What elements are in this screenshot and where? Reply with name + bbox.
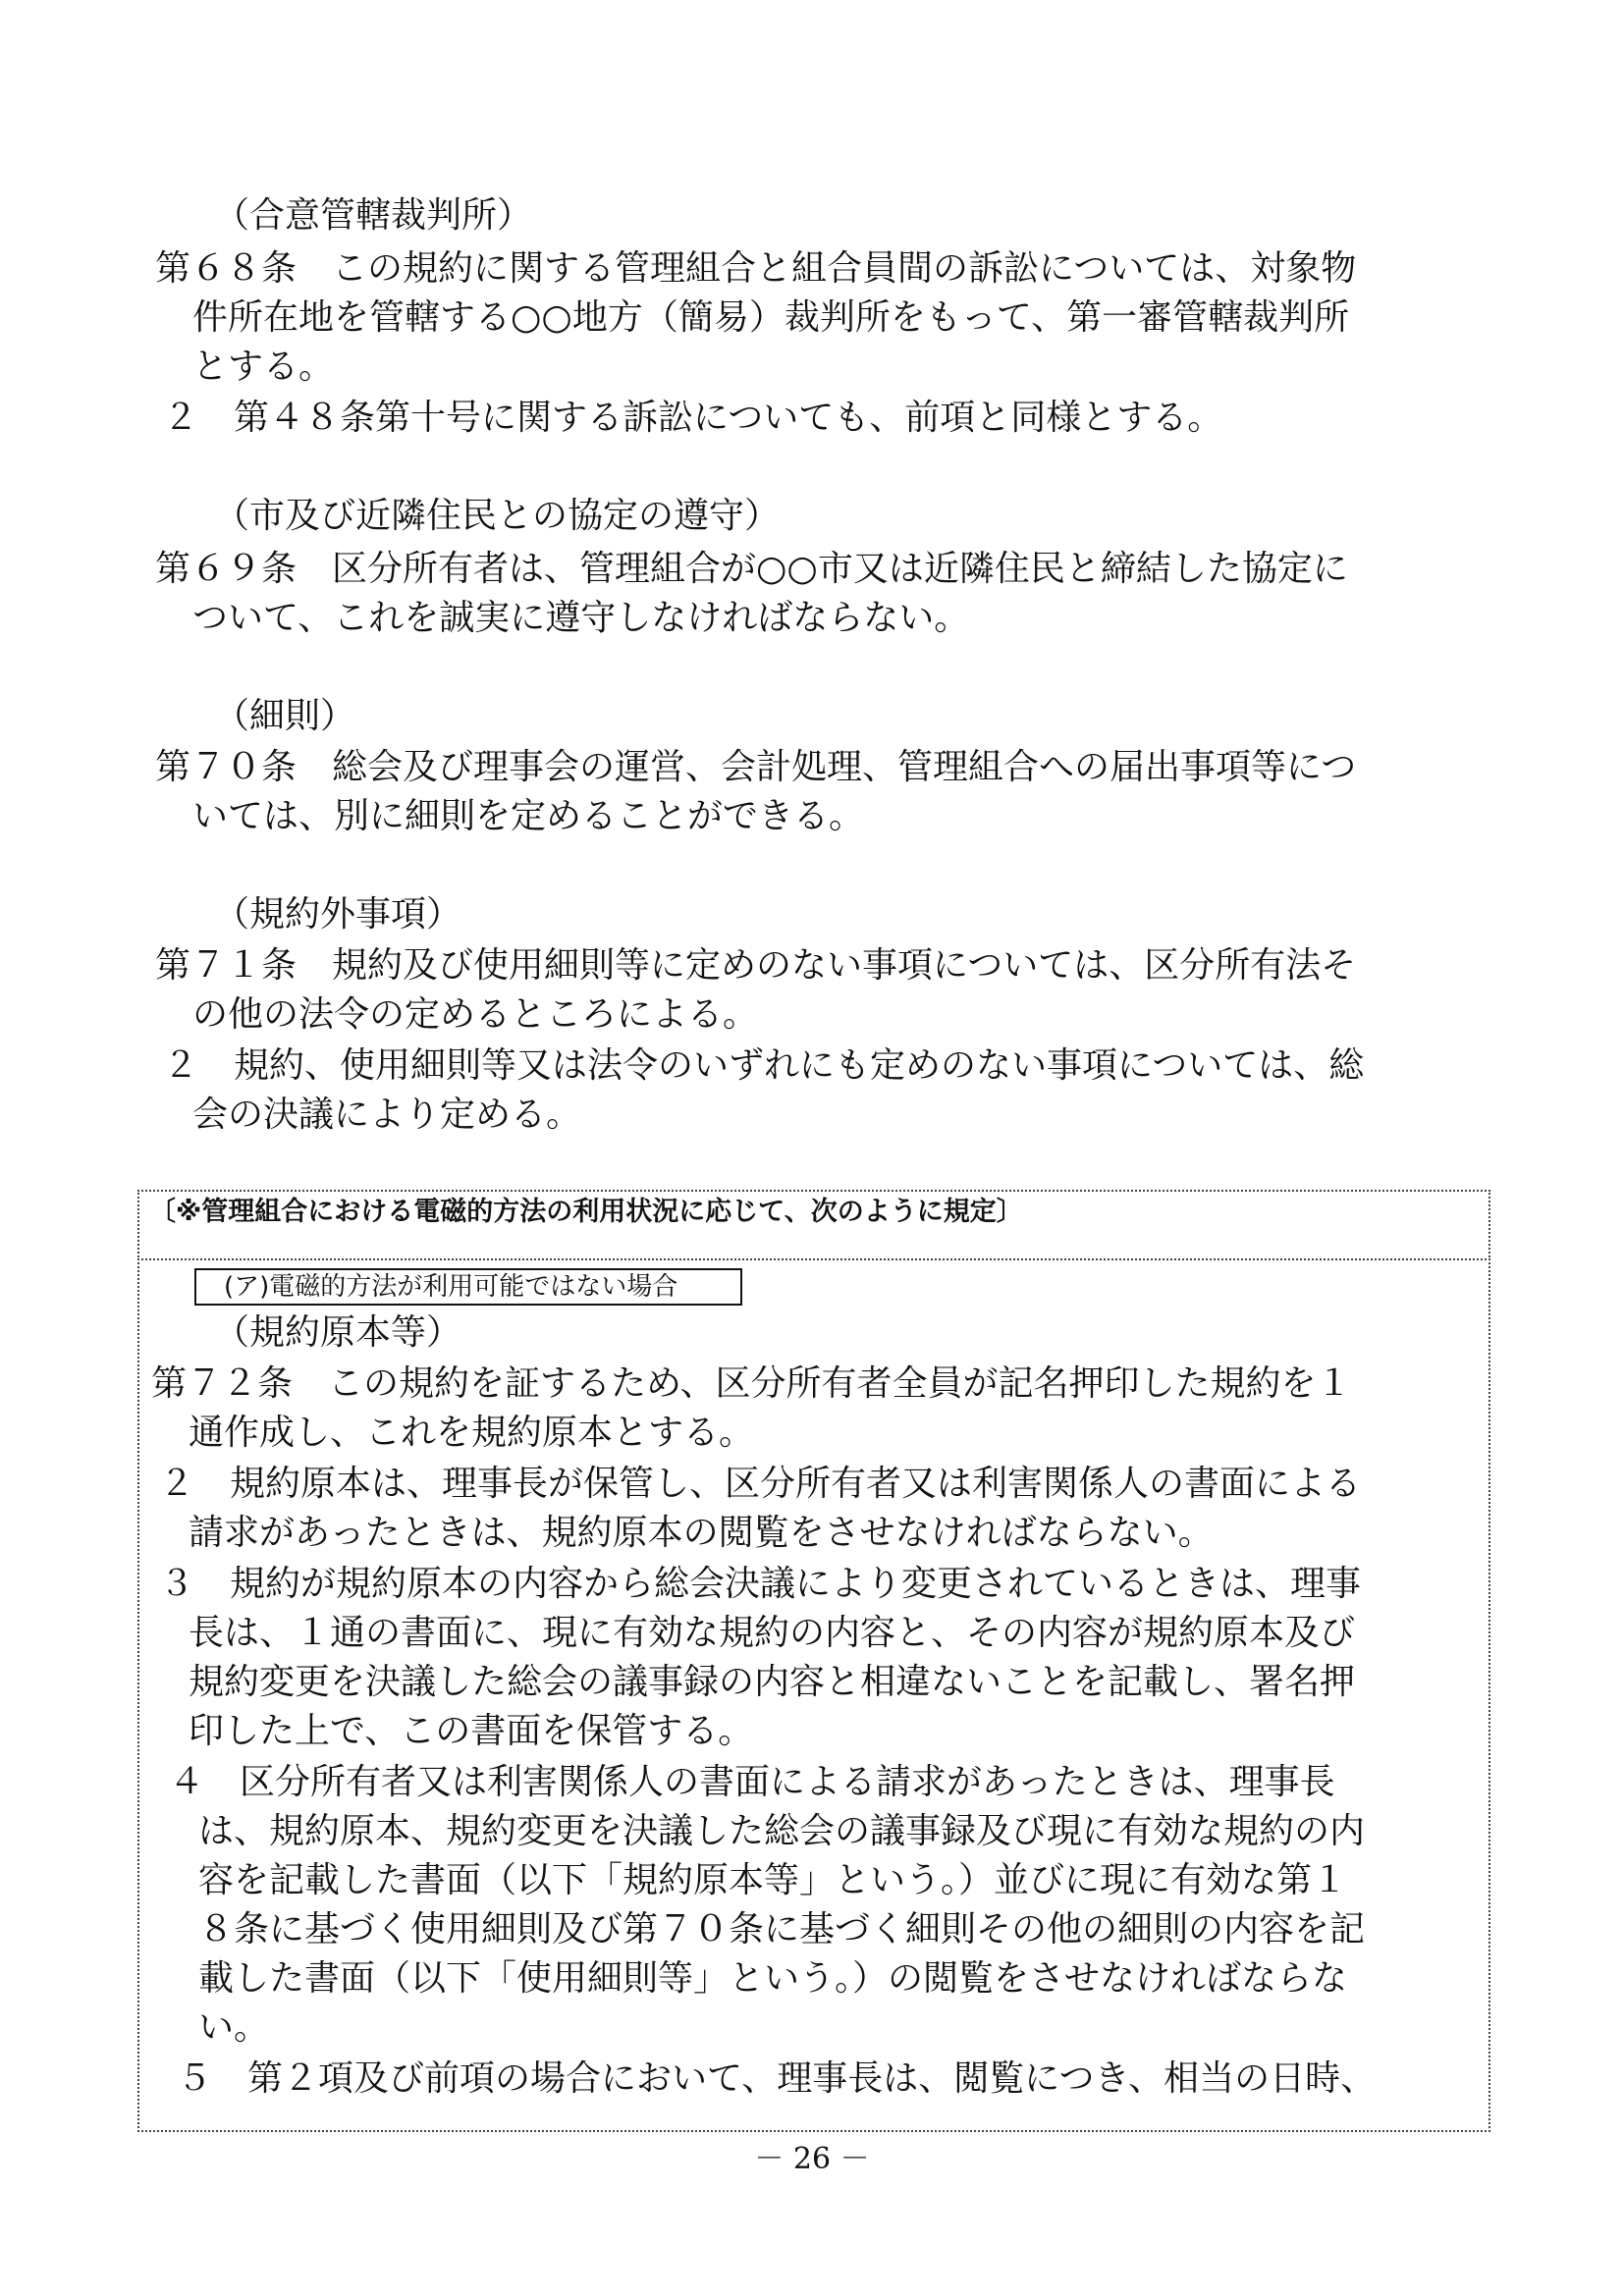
article-68-heading: （合意管轄裁判所） <box>214 195 533 236</box>
article-72-paragraph-2-line-1: ２ 規約原本は、理事長が保管し、区分所有者又は利害関係人の書面による <box>159 1464 1362 1504</box>
option-tag: (ア)電磁的方法が利用可能ではない場合 <box>194 1268 742 1306</box>
notice-box <box>137 1190 1490 1260</box>
notice-text: 〔※管理組合における電磁的方法の利用状況に応じて、次のように規定〕 <box>149 1197 1023 1227</box>
article-71-line-2: の他の法令の定めるところによる。 <box>192 994 759 1035</box>
article-72-heading: （規約原本等） <box>214 1312 462 1353</box>
article-72-paragraph-4-line-5: 載した書面（以下「使用細則等」という。）の閲覧をさせなければならな <box>198 1958 1348 1999</box>
article-69-heading: （市及び近隣住民との協定の遵守） <box>214 496 781 536</box>
article-72-paragraph-4-line-2: は、規約原本、規約変更を決議した総会の議事録及び現に有効な規約の内 <box>198 1811 1366 1851</box>
article-70-line-2: いては、別に細則を定めることができる。 <box>192 796 865 836</box>
article-72-paragraph-4-line-1: ４ 区分所有者又は利害関係人の書面による請求があったときは、理事長 <box>169 1762 1335 1802</box>
article-72-paragraph-3-line-3: 規約変更を決議した総会の議事録の内容と相違ないことを記載し、署名押 <box>189 1662 1356 1702</box>
article-71-paragraph-2-line-1: ２ 規約、使用細則等又は法令のいずれにも定めのない事項については、総 <box>163 1045 1365 1086</box>
article-68-line-3: とする。 <box>192 347 335 387</box>
article-72-paragraph-2-line-2: 請求があったときは、規約原本の閲覧をさせなければならない。 <box>189 1513 1214 1553</box>
article-72-paragraph-3-line-2: 長は、１通の書面に、現に有効な規約の内容と、その内容が規約原本及び <box>189 1613 1356 1653</box>
article-72-paragraph-3-line-1: ３ 規約が規約原本の内容から総会決議により変更されているときは、理事 <box>159 1564 1362 1604</box>
article-72-line-2: 通作成し、これを規約原本とする。 <box>189 1413 755 1453</box>
article-72-paragraph-4-line-6: い。 <box>198 2007 270 2048</box>
article-69-line-1: 第６９条 区分所有者は、管理組合が○○市又は近隣住民と締結した協定に <box>155 549 1348 589</box>
article-68-line-1: 第６８条 この規約に関する管理組合と組合員間の訴訟については、対象物 <box>155 248 1357 289</box>
article-68-paragraph-2: ２ 第４８条第十号に関する訴訟についても、前項と同様とする。 <box>163 398 1223 438</box>
article-70-heading: （細則） <box>214 696 356 736</box>
article-71-line-1: 第７１条 規約及び使用細則等に定めのない事項については、区分所有法そ <box>155 945 1357 986</box>
article-68-line-2: 件所在地を管轄する○○地方（簡易）裁判所をもって、第一審管轄裁判所 <box>192 297 1350 338</box>
article-72-paragraph-4-line-3: 容を記載した書面（以下「規約原本等」という。）並びに現に有効な第１ <box>198 1860 1348 1900</box>
article-72-paragraph-3-line-4: 印した上で、この書面を保管する。 <box>189 1711 754 1751</box>
article-72-paragraph-4-line-4: ８条に基づく使用細則及び第７０条に基づく細則その他の細則の内容を記 <box>198 1909 1366 1949</box>
page-number: － 26 － <box>754 2142 870 2176</box>
article-71-heading: （規約外事項） <box>214 894 462 934</box>
article-72-paragraph-5-line-1: ５ 第２項及び前項の場合において、理事長は、閲覧につき、相当の日時、 <box>177 2058 1377 2099</box>
article-70-line-1: 第７０条 総会及び理事会の運営、会計処理、管理組合への届出事項等につ <box>155 747 1357 787</box>
article-72-line-1: 第７２条 この規約を証するため、区分所有者全員が記名押印した規約を１ <box>151 1363 1352 1404</box>
article-69-line-2: ついて、これを誠実に遵守しなければならない。 <box>192 598 970 638</box>
article-71-paragraph-2-line-2: 会の決議により定める。 <box>192 1095 582 1135</box>
